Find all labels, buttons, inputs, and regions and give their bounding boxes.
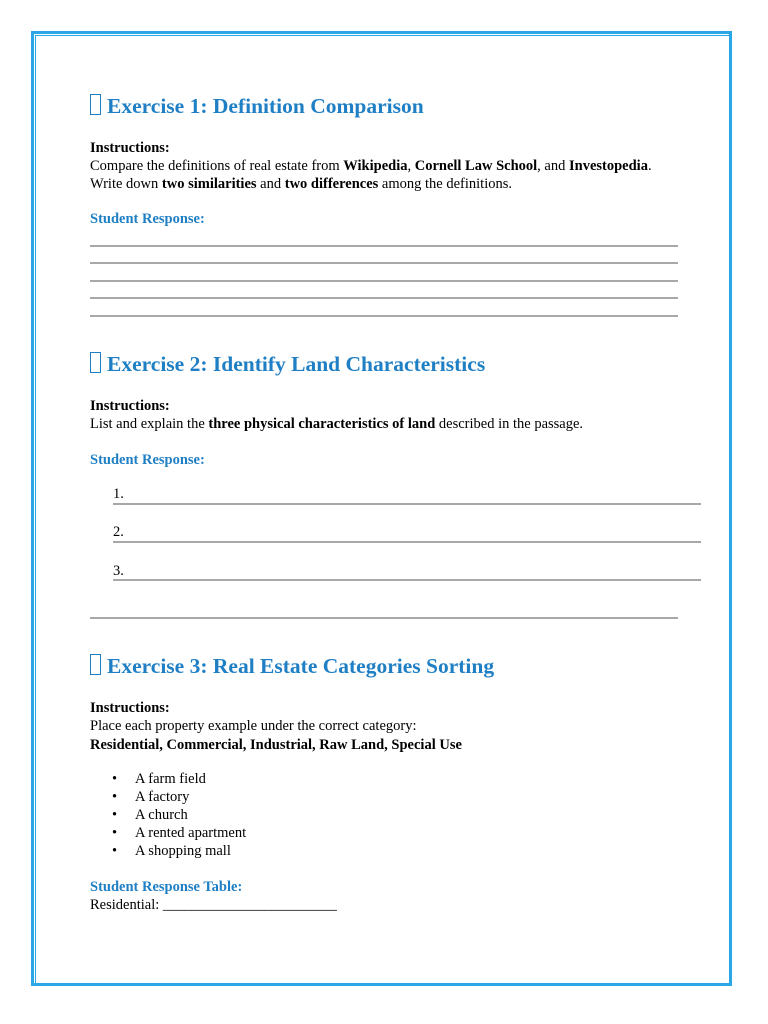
section-divider [90, 617, 678, 619]
list-item: • A shopping mall [112, 842, 246, 860]
exercise-3-instructions-line-1: Place each property example under the correct category: [90, 718, 417, 734]
exercise-1-response-line[interactable] [90, 315, 678, 317]
exercise-1-response-line[interactable] [90, 245, 678, 247]
missing-glyph-icon [90, 654, 101, 675]
exercise-2-instructions-label: Instructions: [90, 398, 170, 414]
property-examples-list [112, 770, 246, 860]
missing-glyph-icon [90, 352, 101, 373]
exercise-2-response-line-3[interactable] [113, 579, 701, 581]
list-item: • A rented apartment [112, 824, 246, 842]
exercise-3-heading: Exercise 3: Real Estate Categories Sorting [90, 654, 494, 679]
list-item: • A church [112, 806, 246, 824]
exercise-3-response-table-label: Student Response Table: [90, 879, 243, 895]
exercise-2-instructions-line-1: List and explain the three physical characteristics of land described in the passage. [90, 416, 584, 432]
exercise-1-instructions-label: Instructions: [90, 140, 170, 156]
missing-glyph-icon [90, 94, 101, 115]
exercise-3-instructions-label: Instructions: [90, 700, 170, 716]
residential-response-field[interactable]: Residential: ________________________ [90, 897, 337, 913]
response-item-number: 1. [113, 486, 124, 502]
exercise-2-response-label: Student Response: [90, 452, 205, 468]
response-item-number: 2. [113, 524, 124, 540]
exercise-1-instructions-line-2: Write down two similarities and two differences among the definitions. [90, 176, 512, 192]
category-list: Residential, Commercial, Industrial, Raw Land, Special Use [90, 737, 462, 753]
response-item-number: 3. [113, 563, 124, 579]
exercise-1-response-line[interactable] [90, 280, 678, 282]
exercise-1-response-label: Student Response: [90, 211, 205, 227]
exercise-1-response-line[interactable] [90, 262, 678, 264]
exercise-1-response-line[interactable] [90, 297, 678, 299]
exercise-1-heading: Exercise 1: Definition Comparison [90, 94, 424, 119]
list-item: • A farm field [112, 770, 246, 788]
exercise-2-heading: Exercise 2: Identify Land Characteristics [90, 352, 485, 377]
exercise-2-response-line-1[interactable] [113, 503, 701, 505]
exercise-2-response-line-2[interactable] [113, 541, 701, 543]
list-item: • A factory [112, 788, 246, 806]
exercise-1-instructions-line-1: Compare the definitions of real estate from Wikipedia, Cornell Law School, and Investopedia. [90, 158, 652, 174]
